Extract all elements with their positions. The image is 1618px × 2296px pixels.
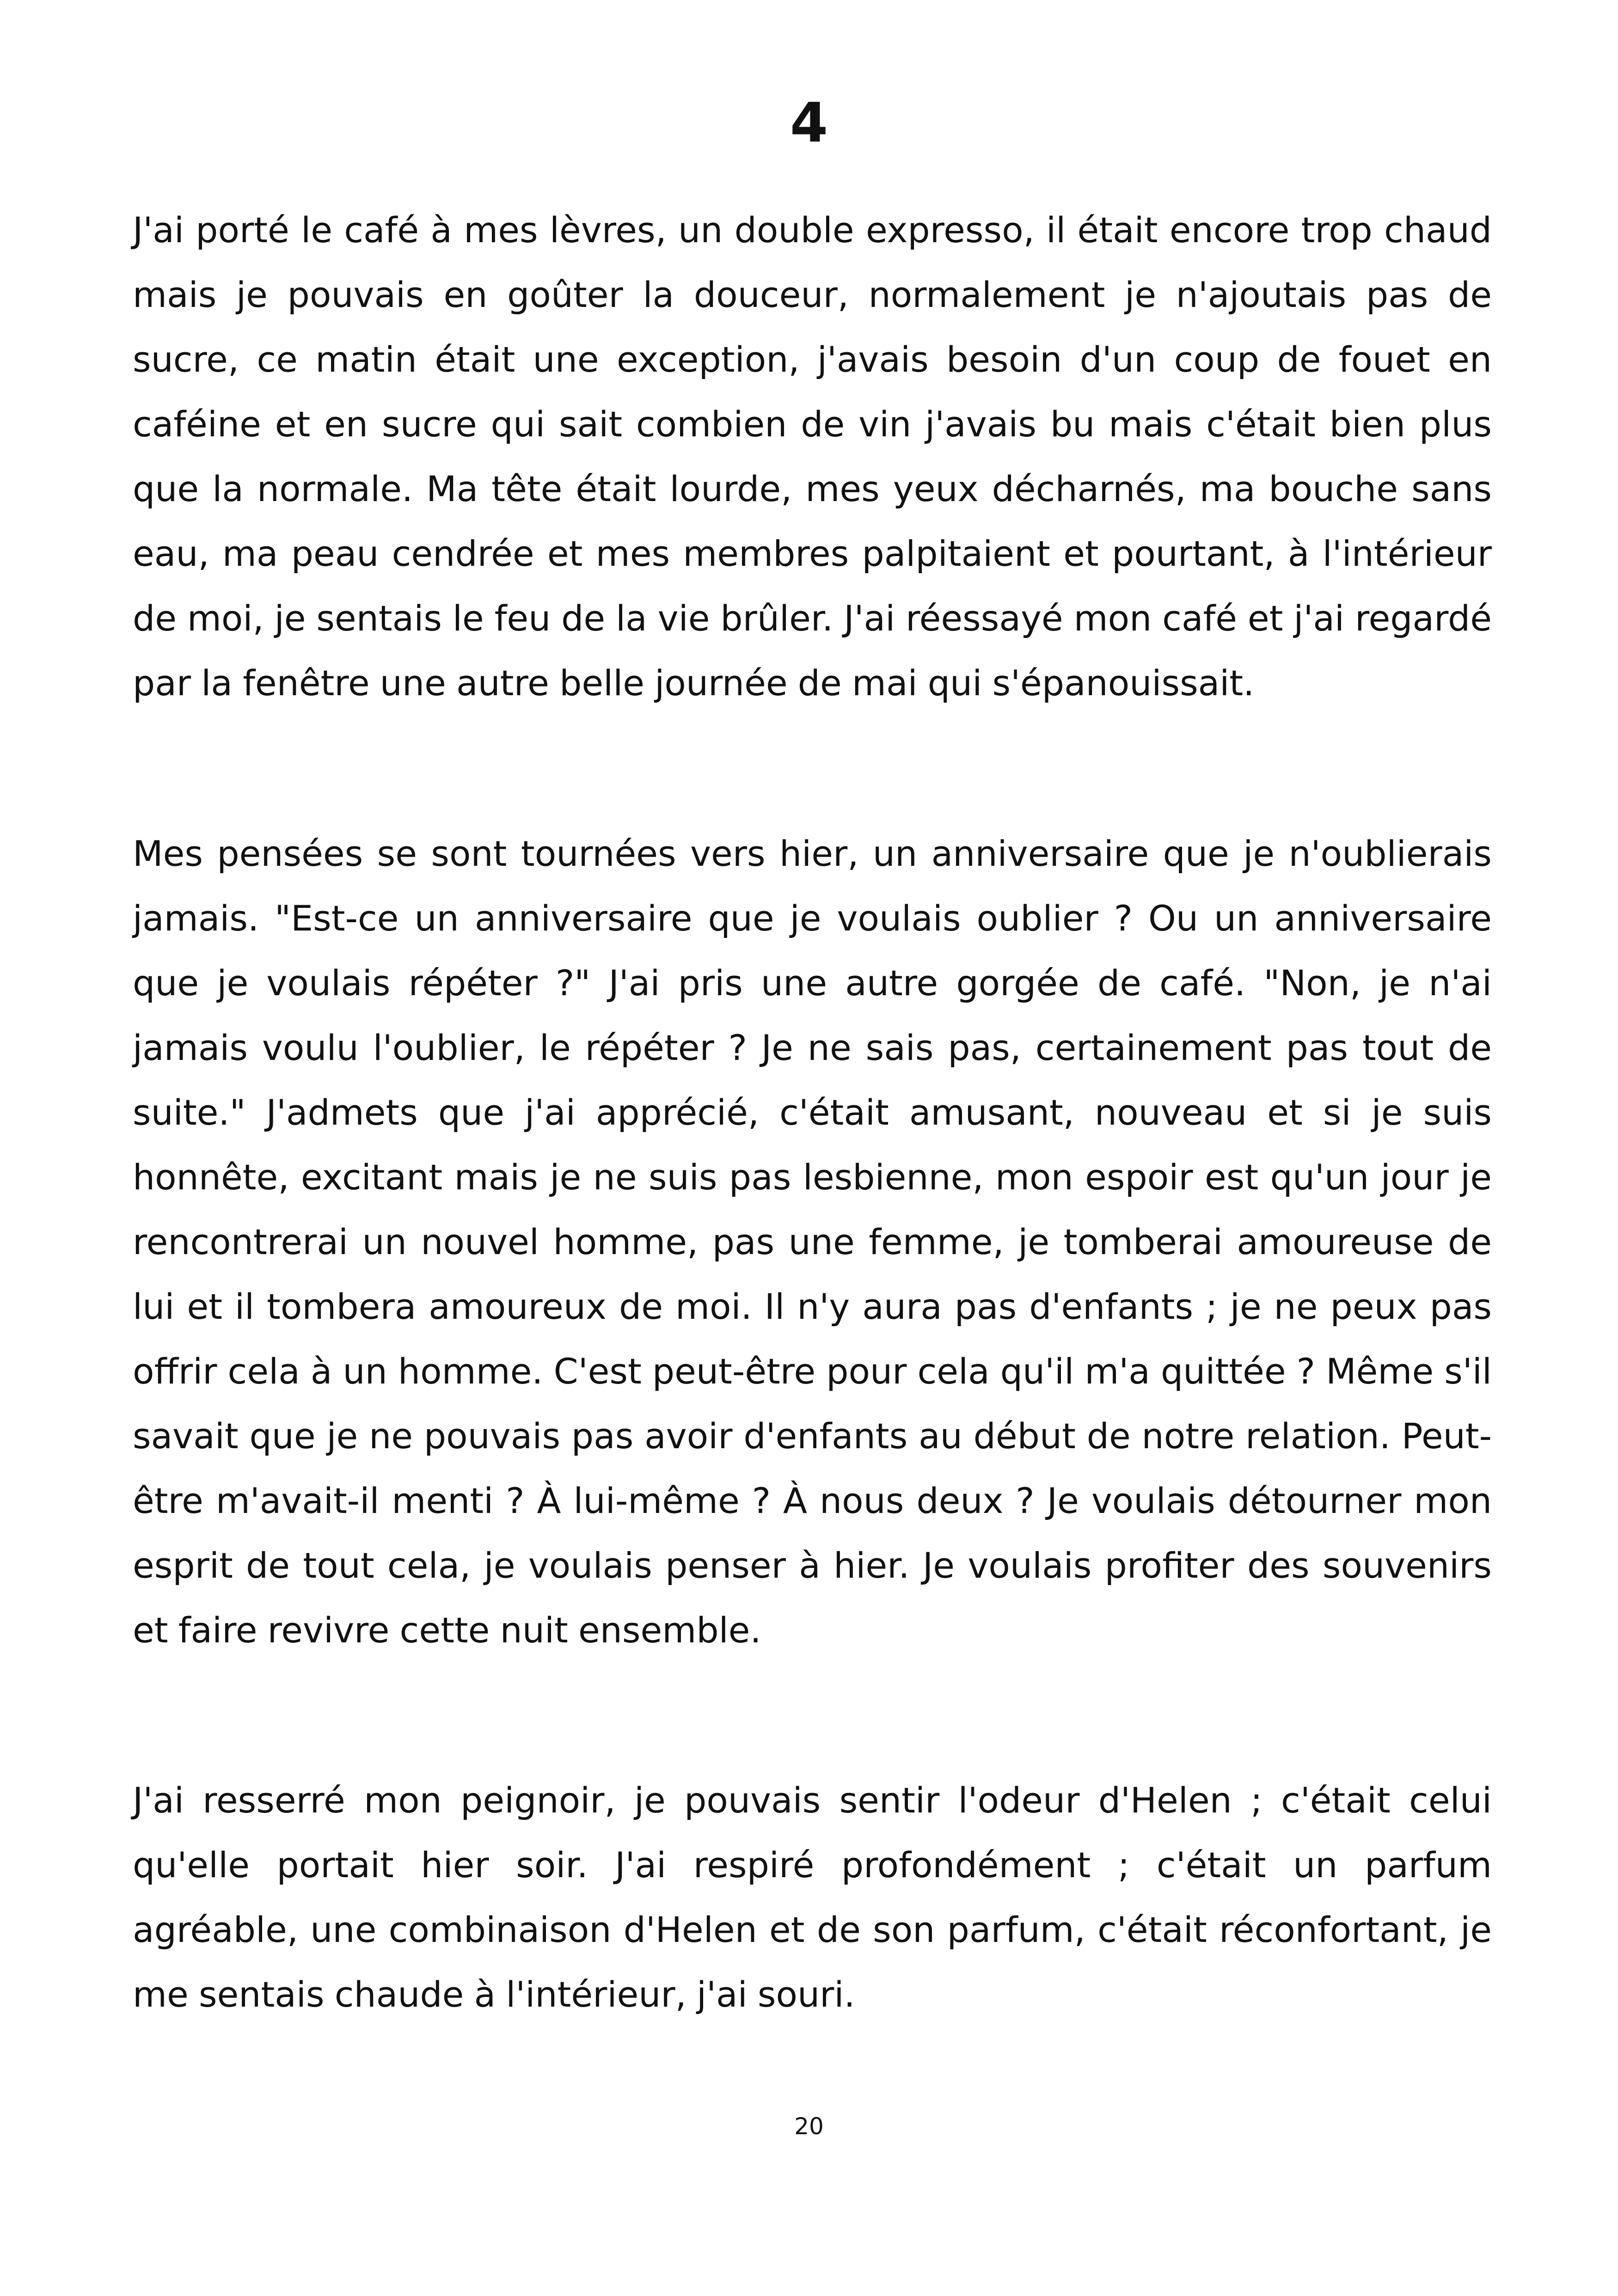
paragraph-3: J'ai resserré mon peignoir, je pouvais sentir l'odeur d'Helen ; c'était celui qu'elle portait hier soir. J'ai respiré profondément ; c'était un parfum agréable, une combinaison d'Helen et de son parfum, c'était réconfortant, je me sentais chaude à l'intérieur, j'ai souri. <box>133 1780 1492 2015</box>
page-number: 20 <box>794 2113 824 2140</box>
chapter-number: 4 <box>790 91 828 154</box>
paragraph-1: J'ai porté le café à mes lèvres, un double expresso, il était encore trop chaud mais je pouvais en goûter la douceur, normalement je n'ajoutais pas de sucre, ce matin était une exception, j'avais besoin d'un coup de fouet en caféine et en sucre qui sait combien de vin j'avais bu mais c'était bien plus que la normale. Ma tête était lourde, mes yeux décharnés, ma bouche sans eau, ma peau cendrée et mes membres palpitaient et pourtant, à l'intérieur de moi, je sentais le feu de la vie brûler. J'ai réessayé mon café et j'ai regardé par la fenêtre une autre belle journée de mai qui s'épanouissait. <box>133 209 1492 704</box>
paragraph-2: Mes pensées se sont tournées vers hier, un anniversaire que je n'oublierais jamais. "Est-ce un anniversaire que je voulais oublier ? Ou un anniversaire que je voulais répéter ?" J'ai pris une autre gorgée de café. "Non, je n'ai jamais voulu l'oublier, le répéter ? Je ne sais pas, certainement pas tout de suite." J'admets que j'ai apprécié, c'était amusant, nouveau et si je suis honnête, excitant mais je ne suis pas lesbienne, mon espoir est qu'un jour je rencontrerai un nouvel homme, pas une femme, je tomberai amoureuse de lui et il tombera amoureux de moi. Il n'y aura pas d'enfants ; je ne peux pas offrir cela à un homme. C'est peut-être pour cela qu'il m'a quittée ? Même s'il savait que je ne pouvais pas avoir d'enfants au début de notre relation. Peut-être m'avait-il menti ? À lui-même ? À nous deux ? Je voulais détourner mon esprit de tout cela, je voulais penser à hier. Je voulais profiter des souvenirs et faire revivre cette nuit ensemble. <box>133 833 1492 1651</box>
